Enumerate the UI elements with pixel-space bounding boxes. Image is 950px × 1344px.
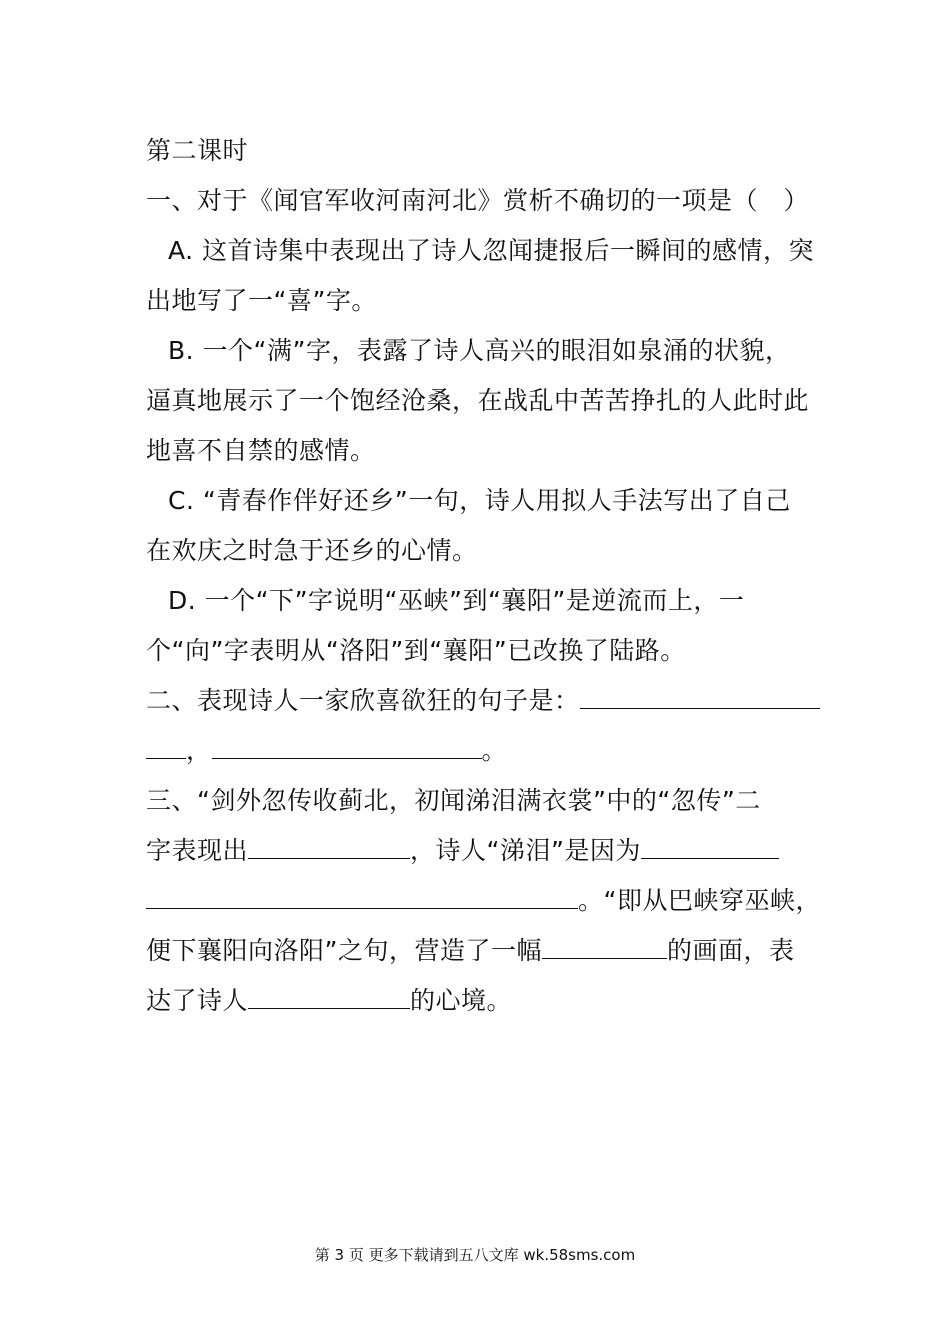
- question-1-stem: 一、对于《闻官军收河南河北》赏析不确切的一项是（ ）: [146, 186, 810, 215]
- answer-blank[interactable]: [641, 834, 779, 859]
- question-3-text: 的心境。: [410, 986, 513, 1015]
- question-3-line-4: [146, 934, 794, 968]
- option-b-line-1: B. 一个“满”字，表露了诗人高兴的眼泪如泉涌的状貌，: [168, 336, 791, 365]
- question-2-comma: ，: [186, 736, 212, 765]
- option-b-line-3: 地喜不自禁的感情。: [146, 436, 376, 465]
- option-a-line-1: A. 这首诗集中表现出了诗人忽闻捷报后一瞬间的感情，突: [168, 236, 815, 265]
- option-c-line-1: C. “青春作伴好还乡”一句，诗人用拟人手法写出了自己: [168, 486, 791, 515]
- answer-blank[interactable]: [248, 984, 410, 1009]
- answer-blank[interactable]: [212, 734, 482, 759]
- option-b-line-2: 逼真地展示了一个饱经沧桑，在战乱中苦苦挣扎的人此时此: [146, 386, 810, 415]
- option-a-line-2: 出地写了一“喜”字。: [146, 286, 377, 315]
- question-2-end: 。: [481, 736, 508, 765]
- question-3-line-5: [146, 984, 512, 1018]
- question-3-line-2: [146, 834, 779, 868]
- answer-blank[interactable]: [248, 834, 410, 859]
- option-d-line-1: D. 一个“下”字说明“巫峡”到“襄阳”是逆流而上，一: [168, 586, 745, 615]
- option-d-line-2: 个“向”字表明从“洛阳”到“襄阳”已改换了陆路。: [146, 636, 686, 665]
- answer-blank[interactable]: [542, 934, 667, 959]
- question-2-line-1: [146, 684, 820, 718]
- question-2-line-2: [146, 734, 507, 768]
- answer-blank[interactable]: [580, 684, 820, 709]
- option-c-line-2: 在欢庆之时急于还乡的心情。: [146, 536, 478, 565]
- question-3-text: 便下襄阳向洛阳”之句，营造了一幅: [146, 936, 542, 965]
- question-3-text: ，诗人“涕泪”是因为: [410, 836, 641, 865]
- question-3-line-1: 三、“剑外忽传收蓟北，初闻涕泪满衣裳”中的“忽传”二: [146, 786, 761, 815]
- question-3-text: 达了诗人: [146, 986, 249, 1015]
- question-2-prompt: 二、表现诗人一家欣喜欲狂的句子是：: [146, 686, 580, 715]
- question-3-line-3: [146, 884, 821, 918]
- question-3-text: 字表现出: [146, 836, 249, 865]
- lesson-title: 第二课时: [146, 136, 249, 165]
- page-footer: 第 3 页 更多下载请到五八文库 wk.58sms.com: [314, 1246, 636, 1264]
- question-3-text: 。“即从巴峡穿巫峡，: [578, 886, 821, 915]
- question-3-text: 的画面，表: [666, 936, 795, 965]
- answer-blank[interactable]: [146, 884, 578, 909]
- answer-blank[interactable]: [146, 734, 186, 759]
